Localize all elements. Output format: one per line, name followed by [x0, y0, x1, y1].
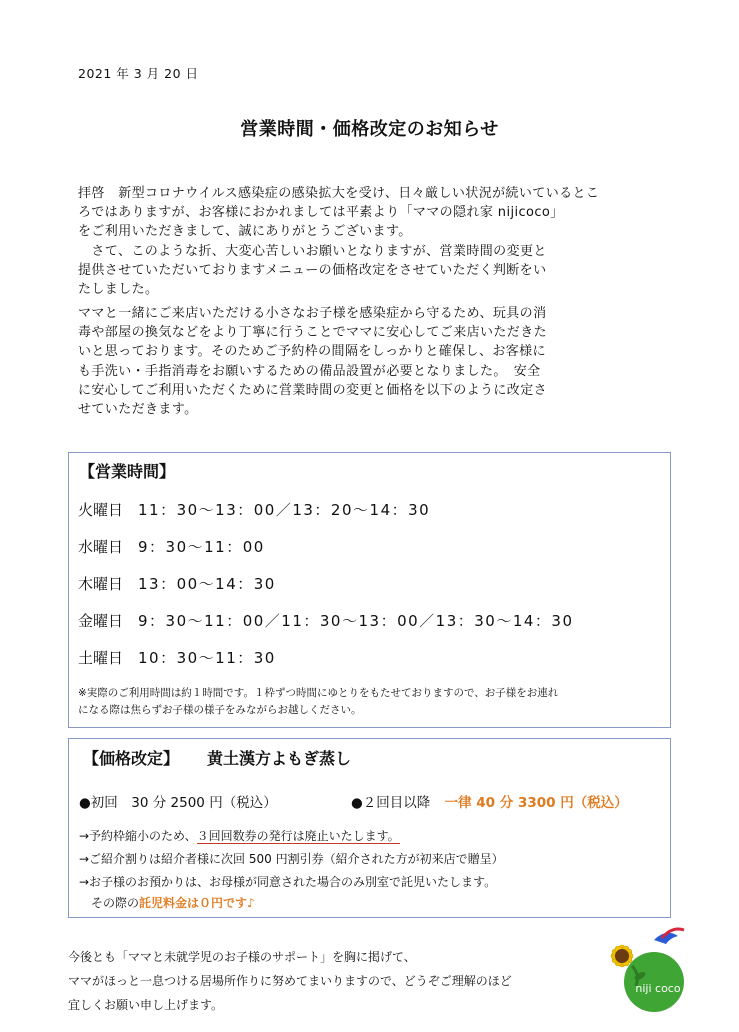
- business-hours-box: [68, 452, 671, 728]
- intro-line: たしました。: [78, 282, 159, 298]
- time-range: 10：30〜11：30: [138, 649, 276, 667]
- reason-line: いと思っております。そのためご予約枠の間隔をしっかりと確保し、お客様に: [78, 344, 546, 360]
- hours-note: [78, 685, 663, 719]
- repeat-visit-price: [351, 791, 628, 811]
- bullet-childcare-fee: [91, 894, 255, 911]
- intro-line: さて、このような折、大変心苦しいお願いとなりますが、営業時間の変更と: [78, 243, 547, 259]
- reason-line: せていただきます。: [78, 402, 198, 418]
- bullet-ticket: [79, 827, 400, 844]
- first-visit-price: ●初回 30 分 2500 円（税込）: [79, 795, 277, 811]
- menu-name: 黄土漢方よもぎ蒸し: [207, 749, 352, 768]
- bullet-text: その際の: [91, 896, 140, 910]
- closing-paragraph: [68, 945, 628, 1017]
- reason-line: 毒や部屋の換気などをより丁寧に行うことでママに安心してご来店いただきた: [78, 325, 548, 341]
- day-label: 木曜日: [78, 575, 124, 593]
- time-range: 9：30〜11：00: [138, 538, 265, 556]
- note-line: になる際は焦らずお子様の様子をみながらお越しください。: [78, 704, 362, 716]
- childcare-fee-highlight: 託児料金は０円です♪: [139, 896, 255, 910]
- intro-line: 提供させていただいておりますメニューの価格改定をさせていただく判断をい: [78, 262, 547, 278]
- reason-line: ママと一緒にご来店いただける小さなお子様を感染症から守るため、玩具の消: [78, 306, 547, 321]
- time-range: 9：30〜11：00／11：30〜13：00／13：30〜14：30: [138, 612, 574, 630]
- logo-text: niji coco: [635, 982, 681, 995]
- repeat-price-value: 一律 40 分 3300 円（税込）: [444, 795, 628, 811]
- page-title: 営業時間・価格改定のお知らせ: [240, 119, 499, 140]
- intro-paragraph: [78, 184, 668, 299]
- closing-line: 宜しくお願い申し上げます。: [68, 998, 224, 1012]
- intro-line: ろではありますが、お客様におかれましては平素より「ママの隠れ家 nijicoco」: [78, 205, 564, 221]
- price-heading-label: 【価格改定】: [83, 749, 180, 768]
- hours-row-tuesday: [78, 499, 430, 520]
- bullet-text: →予約枠縮小のため、: [79, 829, 197, 843]
- day-label: 水曜日: [78, 538, 124, 556]
- note-line: ※実際のご利用時間は約１時間です。１枠ずつ時間にゆとりをもたせておりますので、お子様をお連れ: [78, 687, 559, 699]
- day-label: 金曜日: [78, 612, 124, 630]
- time-range: 11：30〜13：00／13：20〜14：30: [138, 501, 431, 519]
- hours-row-saturday: [78, 647, 276, 668]
- time-range: 13：00〜14：30: [138, 575, 276, 593]
- repeat-label: ●２回目以降: [351, 795, 431, 811]
- reason-line: も手洗い・手指消毒をお願いするための備品設置が必要となりました。 安全: [78, 363, 541, 379]
- reason-paragraph: [78, 304, 668, 419]
- bullet-underlined-text: ３回回数券の発行は廃止いたします。: [196, 829, 400, 843]
- hours-heading: 【営業時間】: [79, 462, 176, 481]
- nijicoco-logo: [596, 920, 692, 1016]
- price-heading: [83, 746, 351, 769]
- day-label: 土曜日: [78, 649, 124, 667]
- hours-row-thursday: [78, 573, 276, 594]
- price-revision-box: [68, 738, 671, 918]
- sunflower-logo-icon: [596, 920, 692, 1016]
- closing-line: 今後とも「ママと未就学児のお子様のサポート」を胸に掲げて、: [68, 950, 416, 964]
- intro-line: 拝啓 新型コロナウイルス感染症の感染拡大を受け、日々厳しい状況が続いているとこ: [78, 186, 600, 201]
- day-label: 火曜日: [78, 501, 124, 519]
- date: 2021 年 3 月 20 日: [78, 66, 199, 81]
- reason-line: に安心してご利用いただくために営業時間の変更と価格を以下のように改定さ: [78, 382, 548, 398]
- hours-row-friday: [78, 610, 574, 631]
- intro-line: をご利用いただきまして、誠にありがとうございます。: [78, 224, 412, 240]
- bullet-referral: →ご紹介割りは紹介者様に次回 500 円割引券（紹介された方が初来店で贈呈）: [79, 852, 504, 866]
- bullet-childcare: →お子様のお預かりは、お母様が同意された場合のみ別室で託児いたします。: [79, 875, 497, 889]
- closing-line: ママがほっと一息つける居場所作りに努めてまいりますので、どうぞご理解のほど: [68, 974, 512, 988]
- hours-row-wednesday: [78, 536, 265, 557]
